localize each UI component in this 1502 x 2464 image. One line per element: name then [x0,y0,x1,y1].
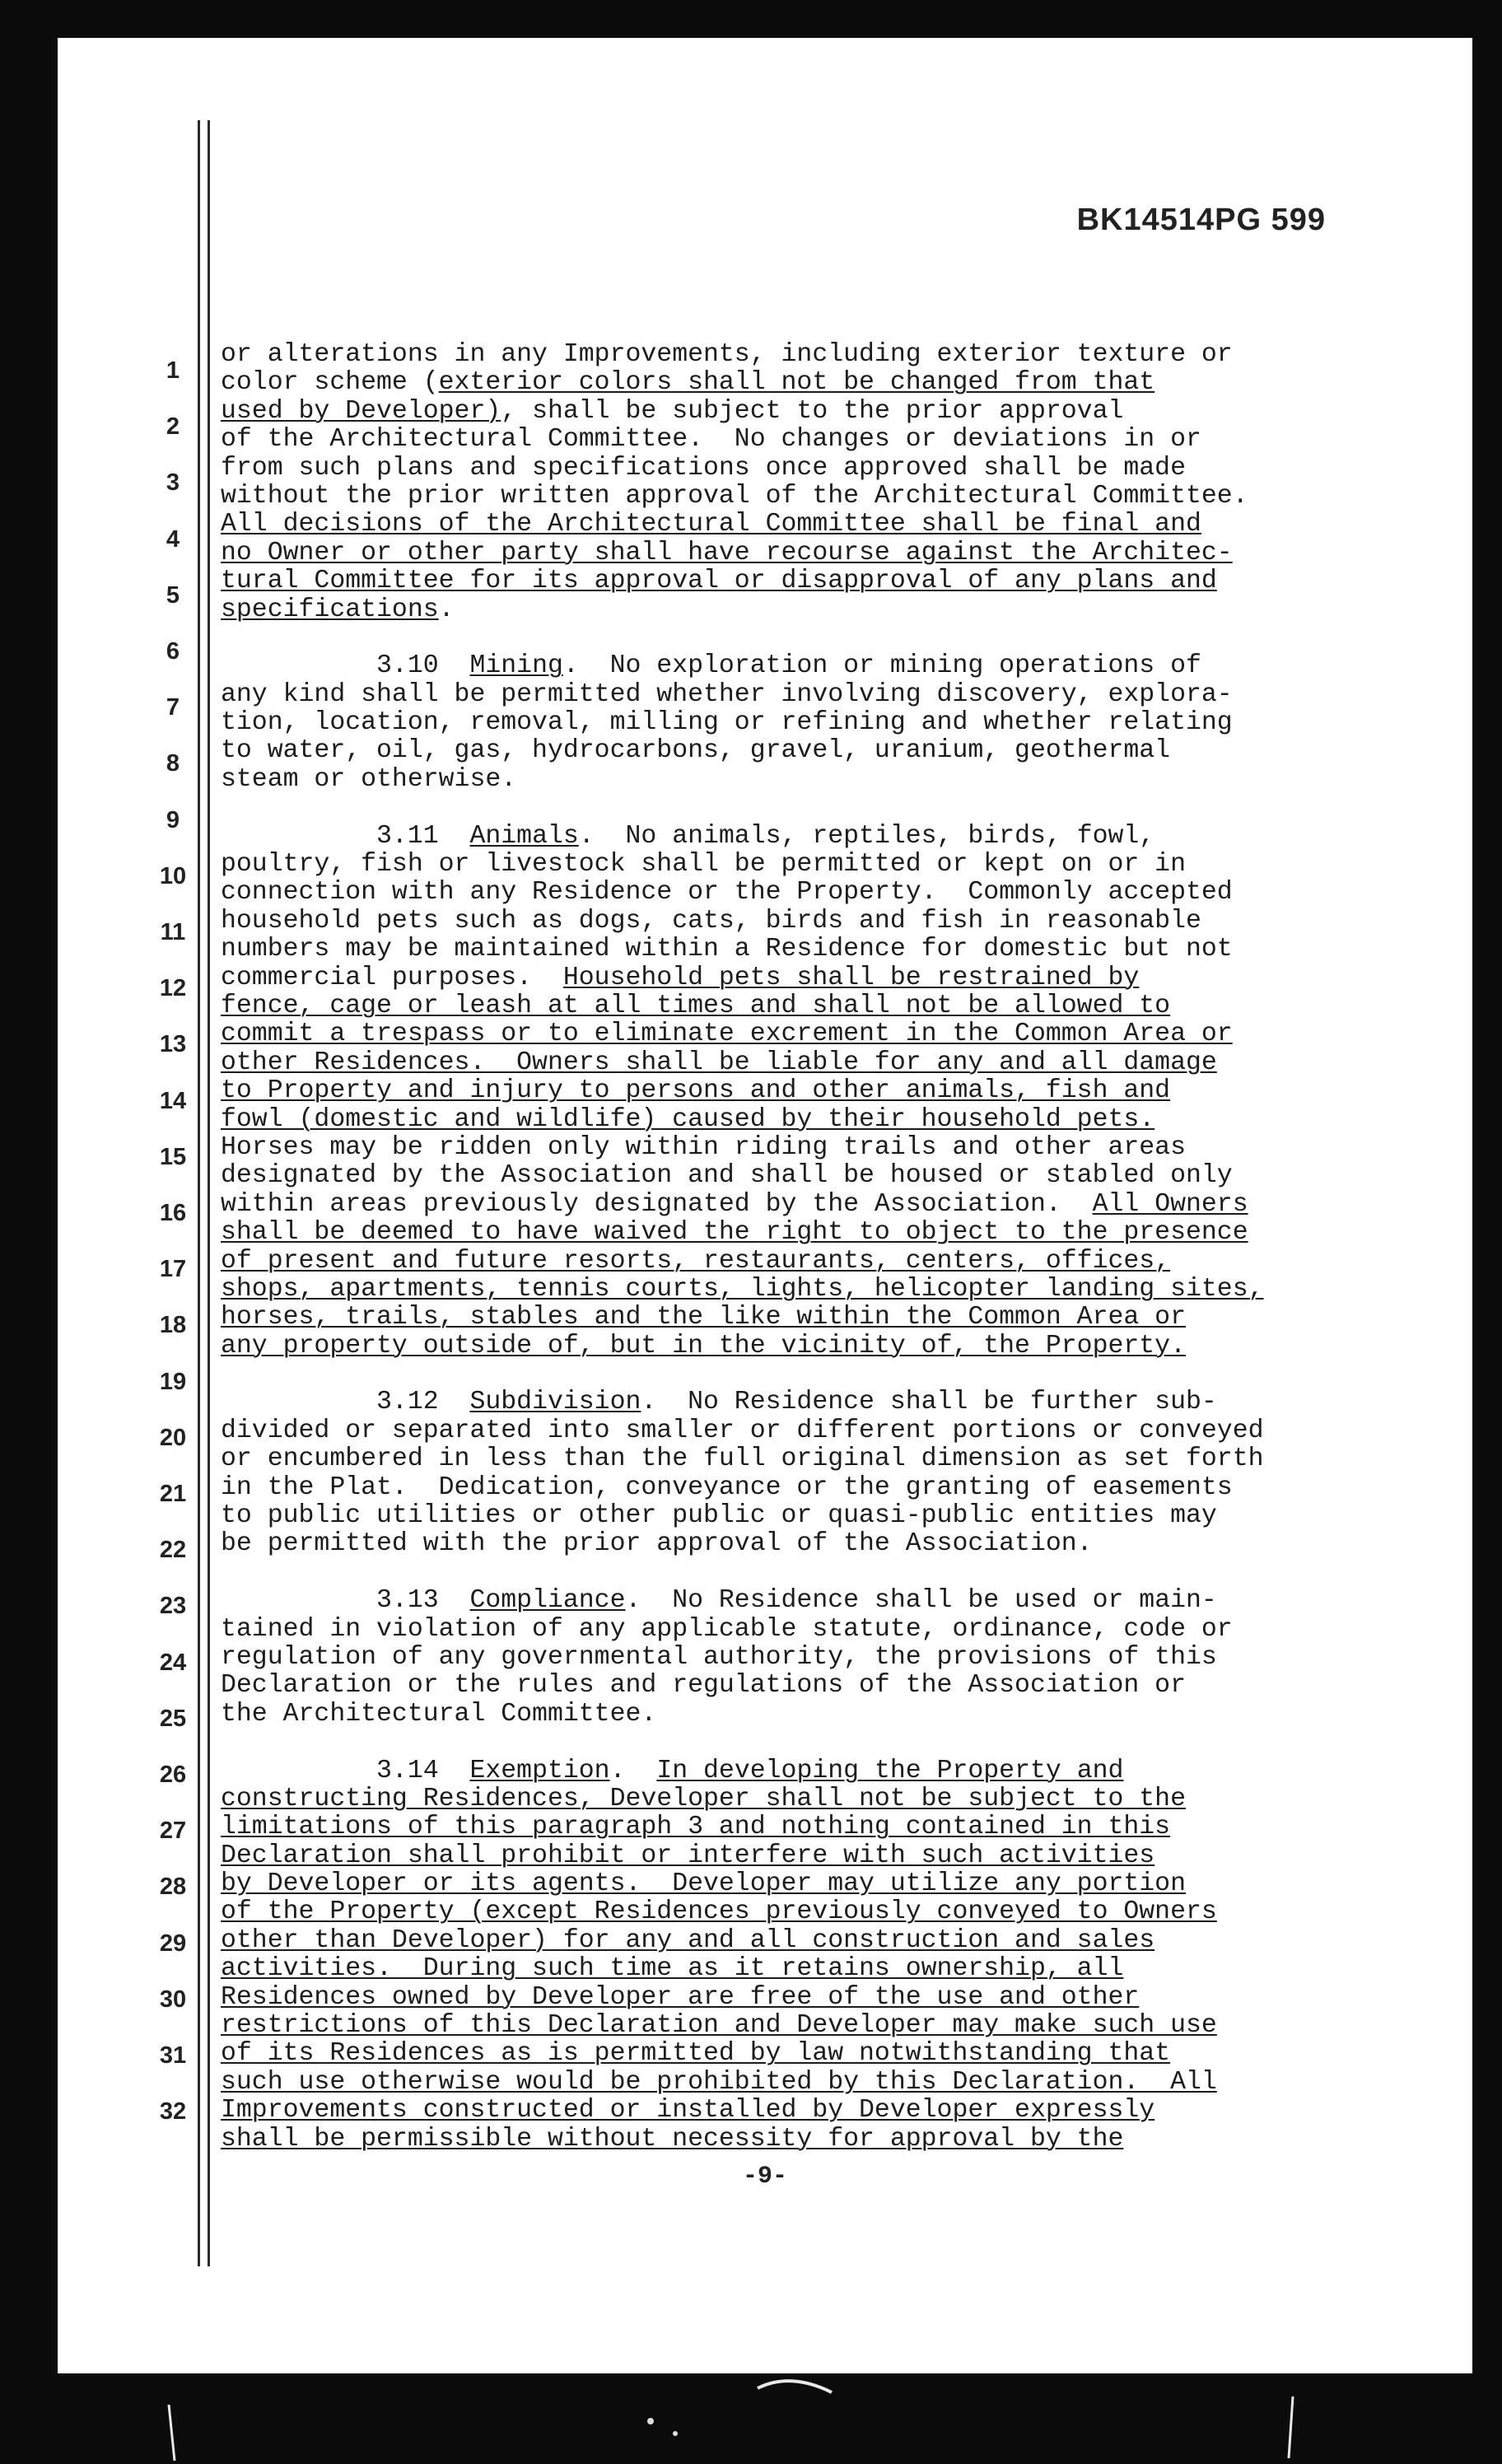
underlined-text: horses, trails, stables and the like within the Common Area or [221,1303,1186,1332]
margin-line-number: 6 [166,638,180,665]
text-segment: 3.12 [221,1388,470,1417]
text-line [221,596,1406,624]
text-segment: be permitted with the prior approval of the Association. [221,1529,1093,1559]
text-segment: . No Residence shall be further sub- [641,1388,1217,1417]
text-segment: , shall be subject to the prior approval [501,396,1124,426]
margin-line-number: 28 [159,1874,187,1901]
text-line [221,1304,1406,1332]
margin-line-number: 7 [166,694,180,721]
text-segment: from such plans and specifications once approved shall be made [221,453,1186,483]
underlined-text: Improvements constructed or installed by Developer expressly [221,2096,1155,2126]
book-page-stamp: BK14514PG 599 [1076,203,1326,237]
text-line [221,1388,1406,1416]
text-line [221,2069,1406,2097]
margin-line-number: 29 [159,1930,187,1957]
underlined-text: Mining [469,651,563,681]
text-line [221,2097,1406,2125]
text-segment: . No exploration or mining operations of [562,651,1201,681]
underlined-text: constructing Residences, Developer shall not be subject to the [221,1784,1186,1813]
text-line [221,455,1406,483]
margin-line-number: 17 [159,1256,187,1283]
underlined-text: fowl (domestic and wildlife) caused by their household pets. [221,1104,1155,1134]
underlined-text: shall be permissible without necessity for approval by the [221,2124,1124,2154]
text-segment: 3.11 [221,821,470,851]
text-segment: of the Architectural Committee. No changes or deviations in or [221,425,1201,455]
text-segment: 3.13 [221,1586,470,1616]
margin-line-number: 32 [159,2098,187,2126]
underlined-text: shall be deemed to have waived the right to object to the presence [221,1218,1248,1248]
underlined-text: Household pets shall be restrained by [562,963,1140,992]
margin-line-number: 1 [166,357,180,384]
margin-line-number: 19 [159,1368,187,1395]
underlined-text: by Developer or its agents. Developer may utilize any portion [221,1869,1186,1899]
text-segment: to public utilities or other public or quasi-public entities may [221,1501,1217,1531]
underlined-text: Residences owned by Developer are free of the use and other [221,1982,1140,2012]
margin-line-number: 4 [166,525,180,553]
text-segment: Horses may be ridden only within riding trails and other areas [221,1132,1186,1162]
text-segment: or encumbered in less than the full original dimension as set forth [221,1444,1264,1474]
underlined-text: In developing the Property and [656,1756,1124,1785]
text-segment: 3.14 [221,1756,470,1785]
margin-line-number: 3 [166,469,180,497]
margin-line-number: 2 [166,413,180,441]
text-line [221,1191,1406,1219]
document-body [221,341,1406,2154]
text-segment: tained in violation of any applicable statute, ordinance, code or [221,1614,1233,1644]
text-line [221,1701,1406,1729]
text-line [221,511,1406,539]
text-line [221,908,1406,936]
text-line [221,709,1406,737]
text-line [221,624,1406,652]
underlined-text: Exemption [469,1756,610,1785]
margin-line-number: 13 [159,1031,187,1058]
underlined-text: restrictions of this Declaration and Developer may make such use [221,2011,1217,2041]
text-segment: 3.10 [221,651,470,681]
text-line [221,398,1406,426]
margin-line-number: 18 [159,1312,187,1339]
underlined-text: Animals [469,821,579,851]
text-line [221,1417,1406,1445]
text-line [221,1332,1406,1360]
text-line [221,1530,1406,1558]
text-line [221,1502,1406,1530]
underlined-text: any property outside of, but in the vicinity of, the Property. [221,1331,1186,1360]
underlined-text: specifications [221,595,439,624]
underlined-text: limitations of this paragraph 3 and nothing contained in this [221,1813,1171,1842]
text-line [221,1587,1406,1615]
text-segment: or alterations in any Improvements, including exterior texture or [221,340,1233,369]
text-line [221,426,1406,454]
text-line [221,1049,1406,1077]
text-segment: household pets such as dogs, cats, birds and fish in reasonable [221,906,1201,936]
text-segment: connection with any Residence or the Property. Commonly accepted [221,878,1233,908]
margin-line-number: 23 [159,1593,187,1620]
text-line [221,1870,1406,1898]
text-line [221,341,1406,369]
underlined-text: to Property and injury to persons and other animals, fish and [221,1076,1171,1106]
text-line [221,1219,1406,1247]
text-segment: tion, location, removal, milling or refining and whether relating [221,708,1233,738]
margin-line-number: 22 [159,1537,187,1564]
margin-line-number: 20 [159,1424,187,1451]
text-line [221,1955,1406,1983]
left-margin-rule [198,120,200,2266]
margin-line-number: 24 [159,1649,187,1676]
text-line [221,369,1406,397]
document-page [58,38,1472,2373]
text-line [221,681,1406,709]
underlined-text: exterior colors shall not be changed from that [438,368,1155,398]
text-segment: without the prior written approval of the Architectural Committee. [221,481,1248,511]
margin-line-number: 10 [159,862,187,889]
text-line [221,2040,1406,2068]
text-line [221,1162,1406,1190]
text-segment: numbers may be maintained within a Residence for domestic but not [221,935,1233,964]
underlined-text: of its Residences as is permitted by law notwithstanding that [221,2039,1171,2069]
margin-line-number: 11 [160,919,186,945]
scan-artifacts [0,2355,1502,2464]
text-line [221,1644,1406,1672]
text-segment: . [609,1756,657,1785]
text-line [221,2126,1406,2154]
underlined-text: fence, cage or leash at all times and shall not be allowed to [221,991,1171,1020]
text-segment: poultry, fish or livestock shall be permitted or kept on or in [221,850,1186,880]
underlined-text: other than Developer) for any and all construction and sales [221,1925,1155,1955]
text-line [221,1474,1406,1502]
underlined-text: used by Developer) [221,396,501,426]
text-line [221,823,1406,851]
underlined-text: tural Committee for its approval or disapproval of any plans and [221,567,1217,596]
text-line [221,1106,1406,1134]
underlined-text: such use otherwise would be prohibited by this Declaration. All [221,2067,1217,2097]
text-line [221,1134,1406,1162]
text-line [221,1077,1406,1105]
text-line [221,1248,1406,1276]
underlined-text: commit a trespass or to eliminate excrement in the Common Area or [221,1020,1233,1049]
text-line [221,992,1406,1020]
text-line [221,1984,1406,2012]
text-line [221,964,1406,992]
margin-line-number: 26 [159,1762,187,1788]
text-segment: designated by the Association and shall be housed or stabled only [221,1161,1233,1191]
text-line [221,879,1406,907]
text-line [221,936,1406,964]
text-segment: in the Plat. Dedication, conveyance or the granting of easements [221,1472,1233,1502]
underlined-text: Subdivision [469,1388,641,1417]
text-line [221,1616,1406,1644]
margin-line-number: 25 [159,1705,187,1732]
text-segment: . No Residence shall be used or main- [625,1586,1217,1616]
text-line [221,1672,1406,1700]
text-segment: . No animals, reptiles, birds, fowl, [578,821,1155,851]
underlined-text: of the Property (except Residences previously conveyed to Owners [221,1897,1217,1927]
text-segment: regulation of any governmental authority, the provisions of this [221,1642,1217,1672]
margin-line-number: 31 [159,2042,187,2069]
margin-line-number: 9 [166,806,180,833]
text-line [221,1445,1406,1473]
underlined-text: other Residences. Owners shall be liable for any and all damage [221,1048,1217,1077]
text-segment: Declaration or the rules and regulations of the Association or [221,1671,1186,1701]
text-segment: steam or otherwise. [221,764,517,794]
text-line [221,1276,1406,1304]
text-segment: color scheme ( [221,368,439,398]
left-margin-rule-inner [208,120,210,2266]
text-line [221,1020,1406,1048]
margin-line-number: 30 [159,1986,187,2013]
underlined-text: shops, apartments, tennis courts, lights, helicopter landing sites, [221,1274,1264,1304]
underlined-text: All decisions of the Architectural Committee shall be final and [221,510,1201,539]
margin-line-number: 15 [159,1143,187,1170]
text-line [221,794,1406,822]
underlined-text: Declaration shall prohibit or interfere with such activities [221,1841,1155,1870]
text-line [221,1729,1406,1757]
text-line [221,1360,1406,1388]
text-line [221,2012,1406,2040]
text-line [221,539,1406,567]
margin-line-number: 16 [159,1200,187,1226]
underlined-text: of present and future resorts, restaurants, centers, offices, [221,1246,1171,1276]
text-line [221,1785,1406,1813]
text-line [221,766,1406,794]
margin-line-number: 8 [166,750,180,777]
text-line [221,567,1406,595]
margin-line-number: 5 [166,581,180,609]
text-line [221,1927,1406,1955]
margin-line-number: 21 [159,1481,187,1507]
text-segment: the Architectural Committee. [221,1699,657,1729]
text-line [221,1842,1406,1870]
text-line [221,1813,1406,1841]
text-segment: any kind shall be permitted whether involving discovery, explora- [221,679,1233,709]
text-line [221,737,1406,765]
text-segment: within areas previously designated by the Association. [221,1189,1093,1219]
text-line [221,1757,1406,1785]
text-line [221,851,1406,879]
underlined-text: activities. During such time as it retains ownership, all [221,1954,1124,1984]
text-line [221,652,1406,680]
underlined-text: All Owners [1092,1189,1248,1219]
text-segment: divided or separated into smaller or different portions or conveyed [221,1416,1264,1445]
text-segment: . [438,595,455,624]
text-segment: to water, oil, gas, hydrocarbons, gravel, uranium, geothermal [221,736,1171,766]
text-line [221,1559,1406,1587]
text-segment: commercial purposes. [221,963,563,992]
underlined-text: no Owner or other party shall have recourse against the Architec- [221,538,1233,567]
margin-line-number: 14 [159,1087,187,1114]
margin-line-number: 12 [159,975,187,1002]
text-line [221,483,1406,511]
page-number: -9- [742,2163,787,2191]
text-line [221,1898,1406,1926]
underlined-text: Compliance [469,1586,626,1616]
margin-line-number: 27 [159,1818,187,1845]
